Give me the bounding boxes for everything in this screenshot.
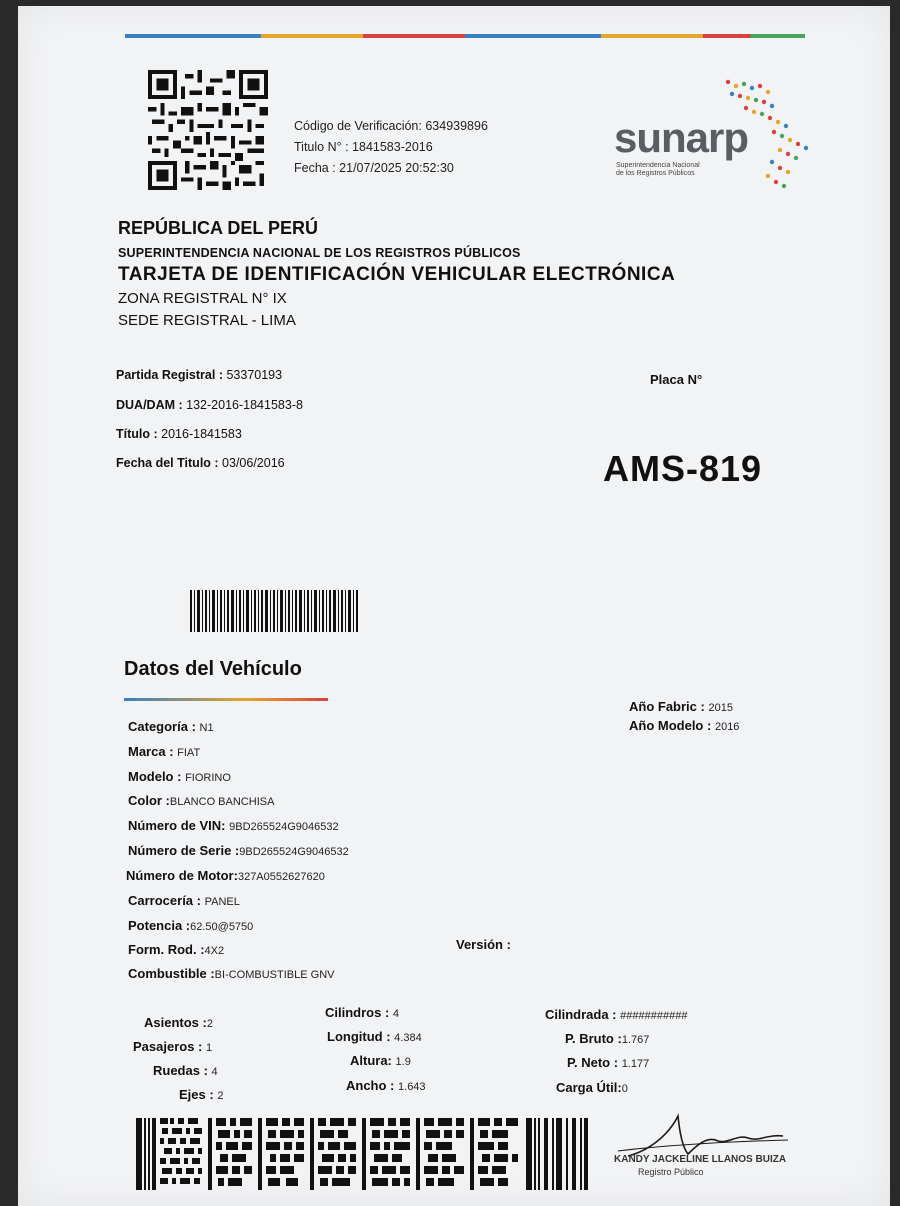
altura-row: [350, 1053, 411, 1068]
combustible-label: Combustible :: [128, 966, 215, 981]
sede-registral: SEDE REGISTRAL - LIMA: [118, 312, 296, 329]
pneto-value: 1.177: [621, 1058, 650, 1070]
cilindros-value: 4: [392, 1008, 400, 1020]
categoria-label: Categoría :: [128, 719, 196, 734]
asientos-label: Asientos :: [144, 1015, 207, 1030]
cilindros-label: Cilindros :: [325, 1005, 390, 1020]
section-title: Datos del Vehículo: [124, 658, 302, 680]
serie-row: [128, 843, 349, 858]
modelo-label: Modelo :: [128, 769, 182, 784]
fecha-value: 21/07/2025 20:52:30: [339, 161, 454, 175]
signer-role: Registro Público: [638, 1167, 704, 1177]
ancho-label: Ancho :: [346, 1078, 395, 1093]
zona-registral: ZONA REGISTRAL N° IX: [118, 290, 287, 307]
potencia-row: [128, 918, 253, 933]
marca-value: FIAT: [177, 747, 201, 759]
partida-value: 53370193: [226, 368, 283, 382]
partida-row: [116, 368, 282, 382]
pbruto-row: [565, 1031, 649, 1046]
ruedas-label: Ruedas :: [153, 1063, 208, 1078]
titulo-value-reg: 2016-1841583: [161, 427, 242, 441]
formrod-value: 4X2: [204, 945, 225, 957]
ancho-value: 1.643: [398, 1081, 426, 1093]
placa-number: AMS-819: [603, 448, 763, 489]
cilindrada-label: Cilindrada :: [545, 1007, 617, 1022]
carroceria-row: [128, 893, 240, 908]
barcode-small: [190, 590, 358, 632]
formrod-row: [128, 942, 224, 957]
ancho-row: [346, 1078, 426, 1093]
cilindrada-row: [545, 1007, 687, 1022]
fecha-label: Fecha :: [294, 161, 336, 175]
serie-value: 9BD265524G9046532: [239, 846, 349, 858]
fecha-titulo-row: [116, 456, 285, 470]
dua-row: [116, 398, 303, 412]
color-row: [128, 793, 274, 808]
logo-sub-line-1: Superintendencia Nacional: [616, 162, 700, 169]
titulo-value: 1841583-2016: [352, 140, 433, 154]
pbruto-value: 1.767: [621, 1034, 650, 1046]
altura-label: Altura:: [350, 1053, 392, 1068]
motor-row: [126, 868, 325, 883]
asientos-value: 2: [206, 1018, 213, 1030]
motor-value: 327A0552627620: [237, 871, 325, 883]
longitud-value: 4.384: [394, 1032, 422, 1044]
anio-fabric-value: 2015: [708, 702, 733, 714]
vin-row: [128, 818, 339, 833]
version-row: [456, 937, 511, 952]
marca-label: Marca :: [128, 744, 174, 759]
cargautil-row: [556, 1080, 628, 1095]
titulo-label: Titulo N° :: [294, 140, 349, 154]
carroceria-label: Carrocería :: [128, 893, 201, 908]
document-title: TARJETA DE IDENTIFICACIÓN VEHICULAR ELECTRÓNICA: [118, 264, 676, 285]
cilindrada-value: ###########: [620, 1010, 688, 1022]
ruedas-value: 4: [211, 1066, 218, 1078]
ejes-value: 2: [217, 1090, 224, 1102]
anio-fabric-label: Año Fabric :: [629, 699, 705, 714]
longitud-row: [327, 1029, 422, 1044]
logo-sub-line-2: de los Registros Públicos: [616, 170, 695, 177]
combustible-row: [128, 966, 334, 981]
version-label: Versión :: [456, 937, 511, 952]
potencia-label: Potencia :: [128, 918, 191, 933]
serie-label: Número de Serie :: [128, 843, 240, 858]
codigo-label: Código de Verificación:: [294, 119, 422, 133]
longitud-label: Longitud :: [327, 1029, 391, 1044]
dua-value: 132-2016-1841583-8: [186, 398, 303, 412]
top-color-bar: [125, 34, 805, 38]
verification-block: [294, 116, 488, 179]
titulo-row: [116, 427, 242, 441]
partida-label: Partida Registral :: [116, 368, 223, 382]
agency-title: SUPERINTENDENCIA NACIONAL DE LOS REGISTROS PÚBLICOS: [118, 246, 521, 260]
ejes-row: [179, 1087, 223, 1102]
pneto-label: P. Neto :: [567, 1055, 619, 1070]
titulo-label-reg: Título :: [116, 427, 158, 441]
barcode-2d: [136, 1118, 588, 1190]
pasajeros-value: 1: [206, 1042, 213, 1054]
asientos-row: [144, 1015, 213, 1030]
country-title: REPÚBLICA DEL PERÚ: [118, 218, 319, 238]
vin-label: Número de VIN:: [128, 818, 226, 833]
pneto-row: [567, 1055, 649, 1070]
signer-name: KANDY JACKELINE LLANOS BUIZA: [614, 1154, 787, 1165]
altura-value: 1.9: [395, 1056, 411, 1068]
cargautil-value: 0: [621, 1083, 628, 1095]
pbruto-label: P. Bruto :: [565, 1031, 622, 1046]
pasajeros-label: Pasajeros :: [133, 1039, 203, 1054]
color-value: BLANCO BANCHISA: [169, 796, 275, 808]
anio-modelo-value: 2016: [714, 721, 740, 733]
modelo-row: [128, 769, 231, 784]
categoria-row: [128, 719, 214, 734]
anio-fabric-row: [629, 699, 733, 714]
placa-label: Placa N°: [650, 372, 703, 387]
color-label: Color :: [128, 793, 170, 808]
anio-modelo-label: Año Modelo :: [629, 718, 712, 733]
codigo-value: 634939896: [425, 119, 488, 133]
categoria-value: N1: [199, 722, 214, 734]
ruedas-row: [153, 1063, 218, 1078]
modelo-value: FIORINO: [185, 772, 231, 784]
fecha-titulo-value: 03/06/2016: [222, 456, 285, 470]
dua-label: DUA/DAM :: [116, 398, 183, 412]
vin-value: 9BD265524G9046532: [229, 821, 339, 833]
anio-modelo-row: [629, 718, 739, 733]
pasajeros-row: [133, 1039, 212, 1054]
cargautil-label: Carga Útil:: [556, 1080, 622, 1095]
sunarp-logo: [610, 76, 820, 196]
motor-label: Número de Motor:: [126, 868, 238, 883]
qr-code: [148, 70, 268, 190]
formrod-label: Form. Rod. :: [128, 942, 205, 957]
logo-wordmark: sunarp: [614, 114, 749, 161]
combustible-value: BI-COMBUSTIBLE GNV: [214, 969, 335, 981]
fecha-titulo-label: Fecha del Titulo :: [116, 456, 219, 470]
carroceria-value: PANEL: [204, 896, 240, 908]
logo-subtitle: [616, 162, 700, 178]
document-page: [18, 6, 890, 1206]
signature-scribble: [598, 1106, 798, 1176]
section-underline: [124, 698, 328, 701]
ejes-label: Ejes :: [179, 1087, 214, 1102]
marca-row: [128, 744, 200, 759]
potencia-value: 62.50@5750: [190, 921, 254, 933]
cilindros-row: [325, 1005, 399, 1020]
